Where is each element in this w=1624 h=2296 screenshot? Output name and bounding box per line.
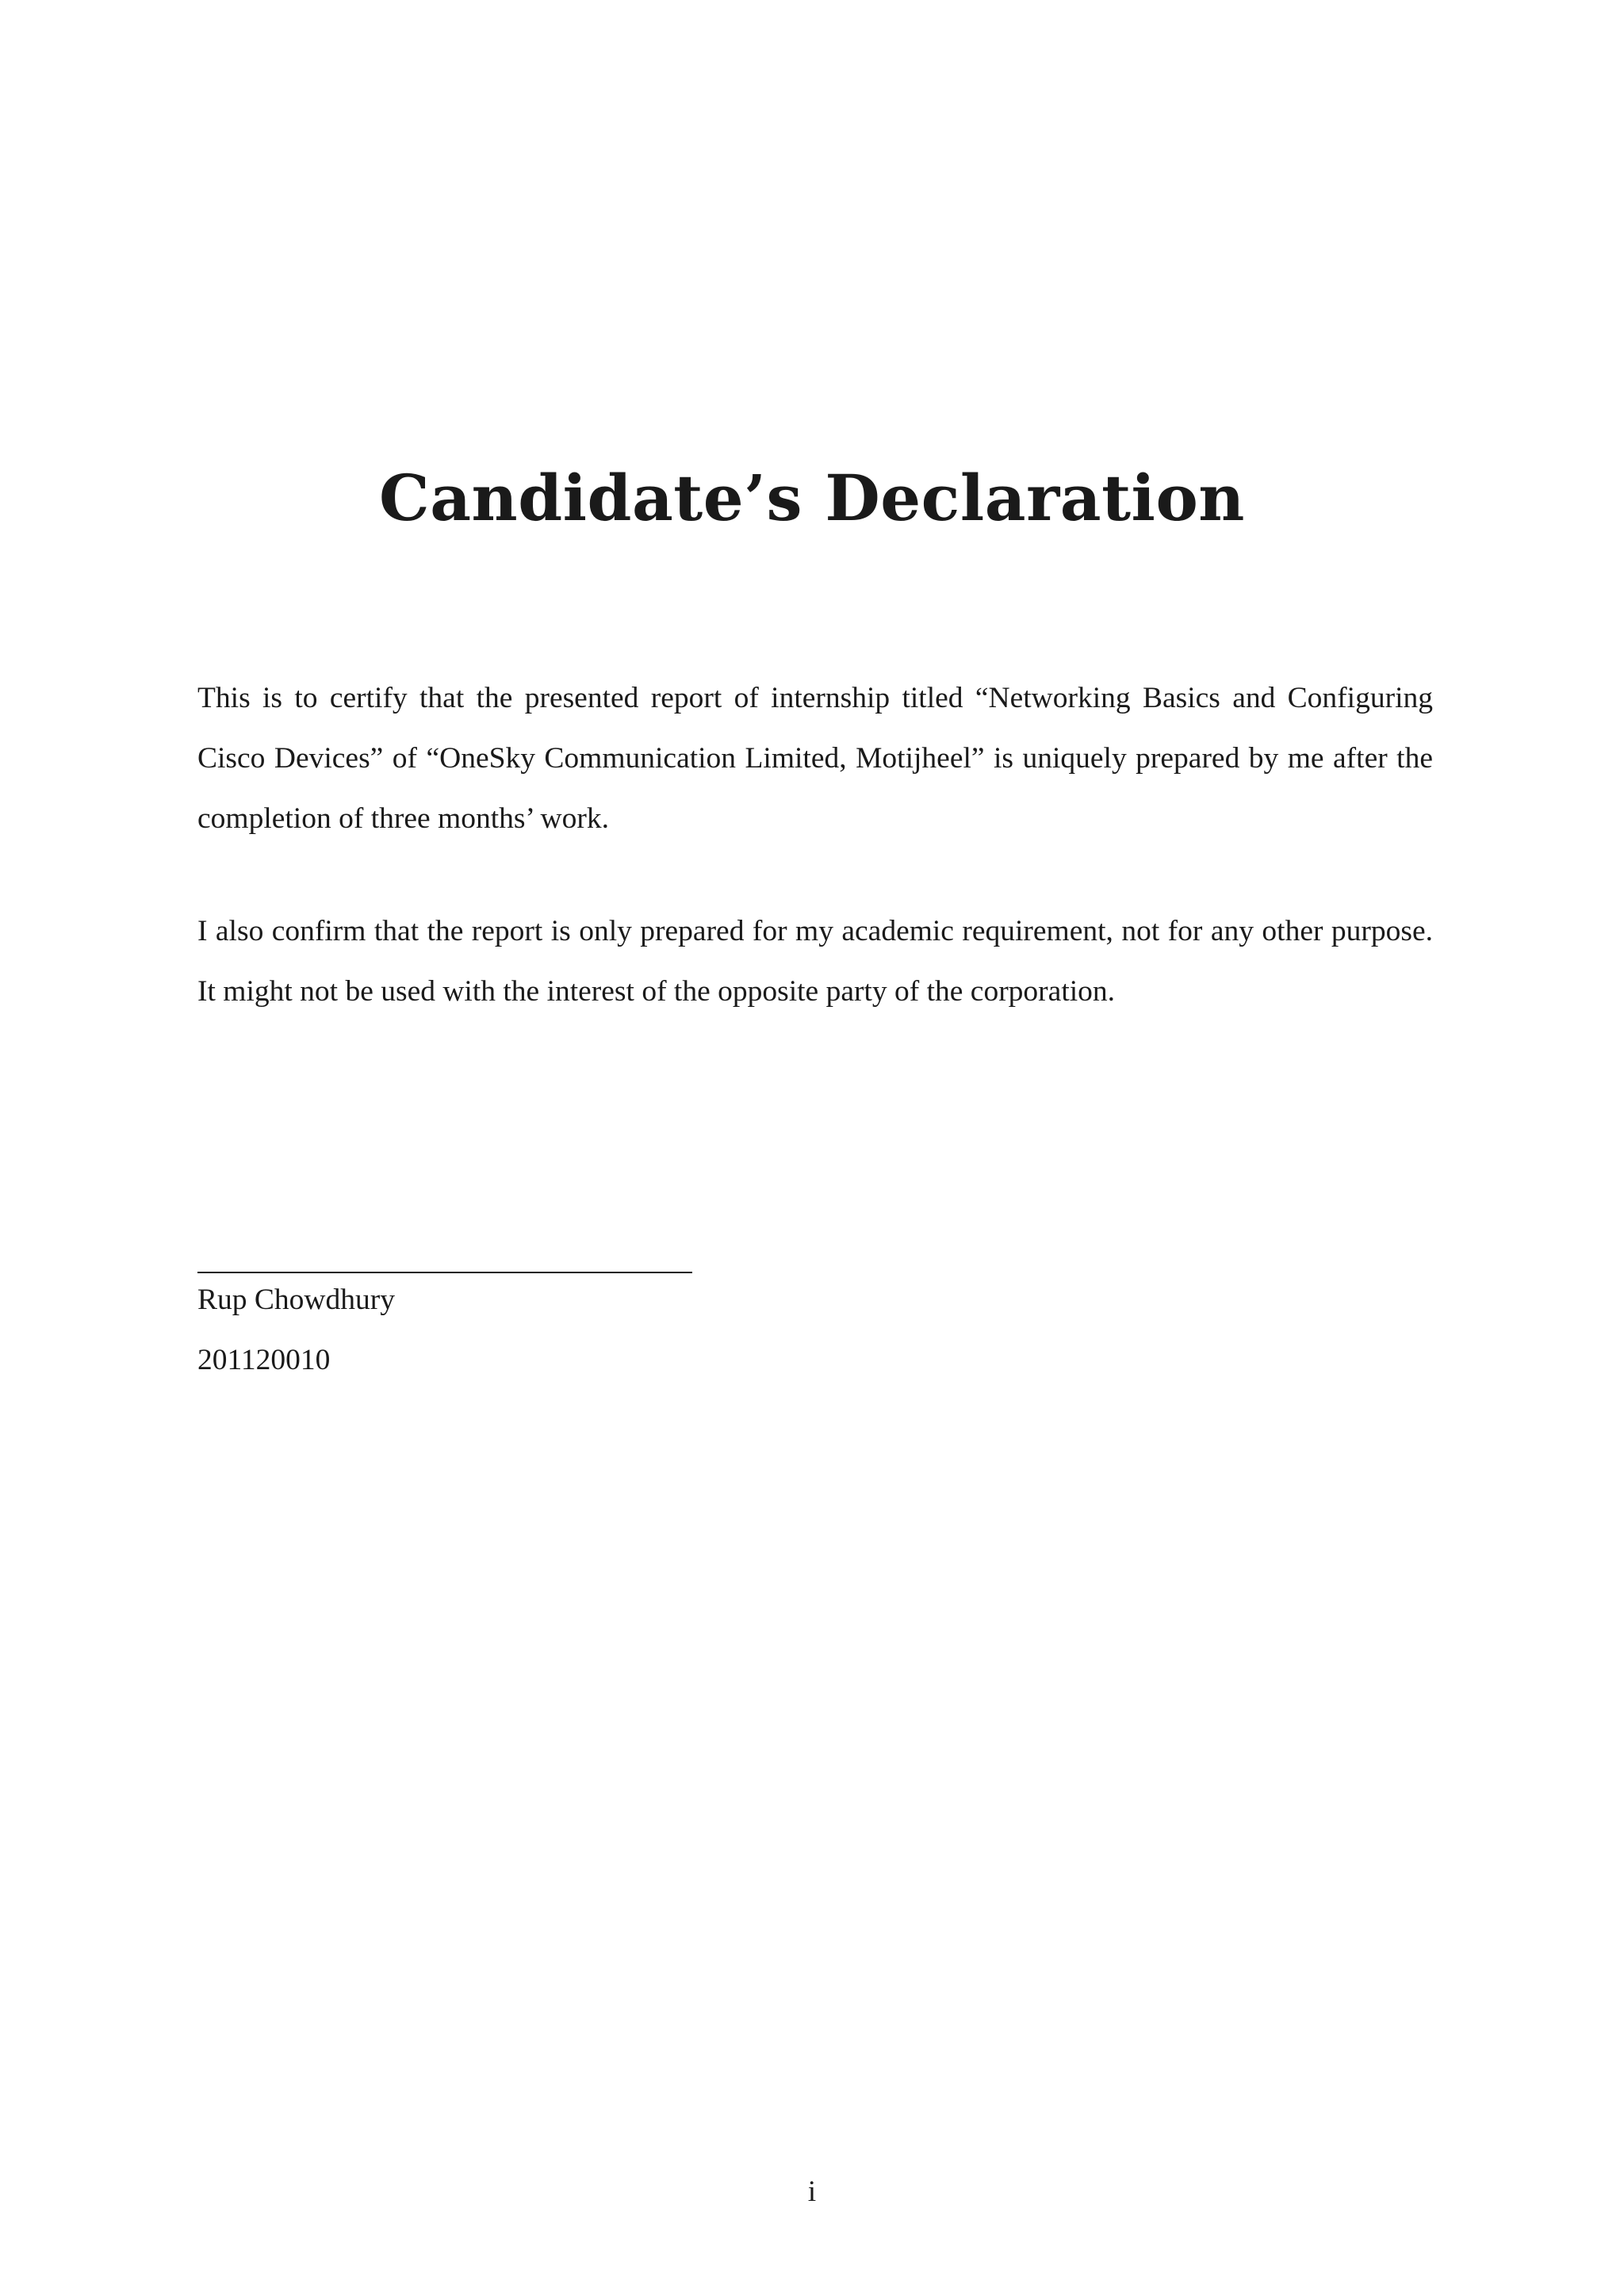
declaration-paragraph-1: This is to certify that the presented report of internship titled “Networking Basics and Configuring Cisco Devices” of “OneSky Communication Limited, Motijheel” is uniquely prepared by me after the completion of three months’ work. [197, 682, 1433, 835]
page-title: Candidate’s Declaration [379, 461, 1245, 535]
signatory-name: Rup Chowdhury [197, 1284, 395, 1316]
page-number: i [807, 2175, 817, 2208]
signature-line [197, 1272, 692, 1273]
signatory-id: 201120010 [197, 1344, 331, 1376]
declaration-paragraph-2: I also confirm that the report is only prepared for my academic requirement, not for any other purpose. It might not be used with the interest of the opposite party of the corporation. [197, 915, 1433, 1008]
